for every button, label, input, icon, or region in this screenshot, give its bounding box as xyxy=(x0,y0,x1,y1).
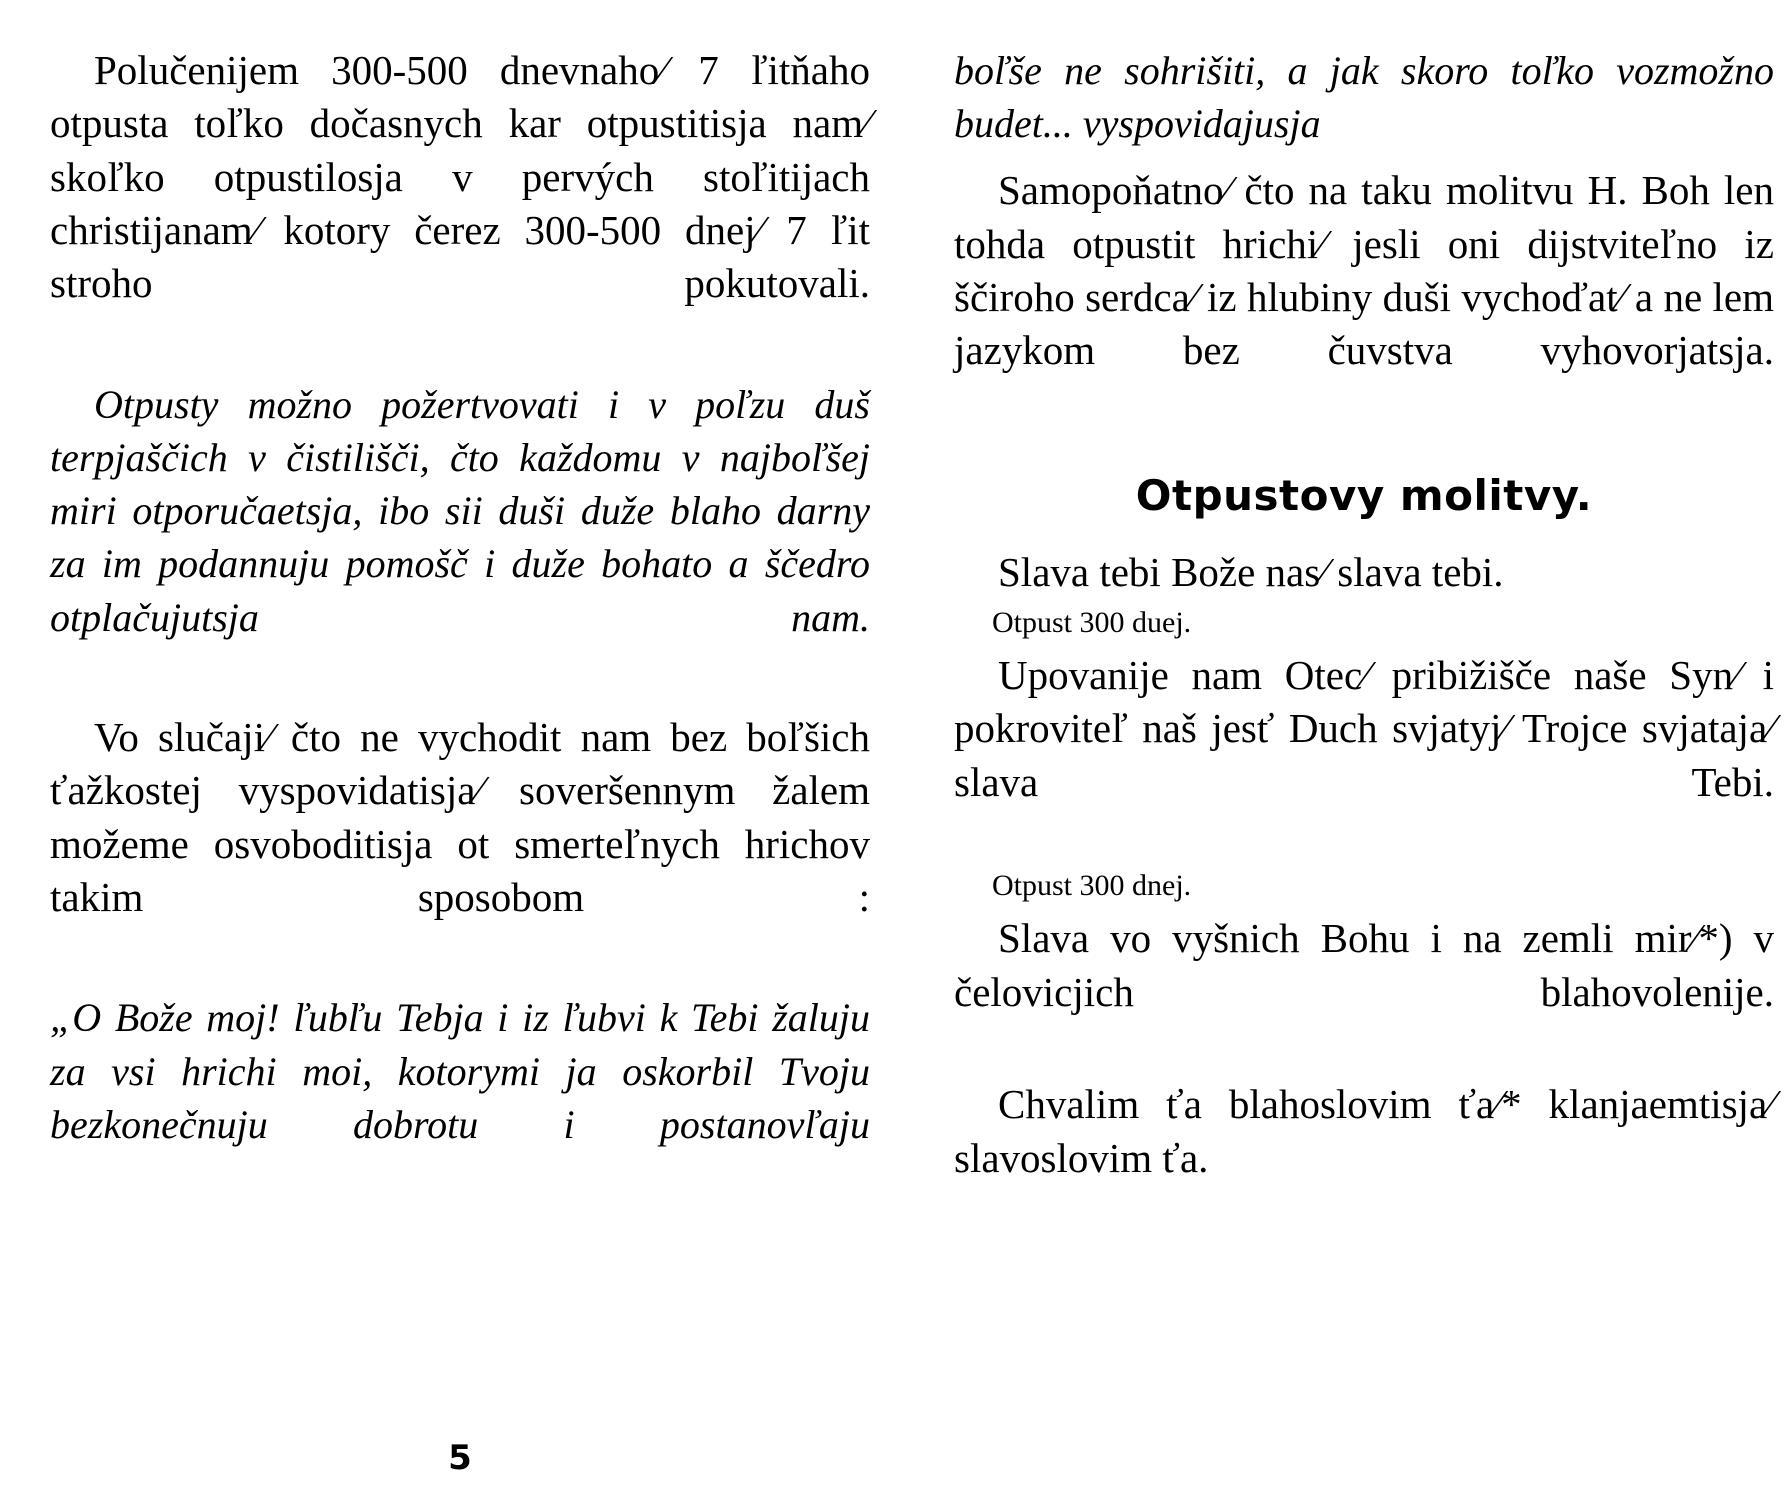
right-column xyxy=(948,44,1774,1191)
paragraph-6: Samopoňatno⁄ čto na taku molitvu H. Boh len tohda otpustit hrichi⁄ jesli oni dijstviteľno iz ščiroho serdca⁄ iz hlubiny duši vychoďat⁄ a ne lem jazykom bez čuvstva vyhovorjatsja. xyxy=(954,167,1774,374)
prayer-text-3: Slava vo vyšnich Bohu i na zemli mir⁄*) v čelovicjich blahovolenije. xyxy=(954,915,1774,1015)
prayer-text-1: Slava tebi Bože nas⁄ slava tebi. xyxy=(998,548,1504,595)
left-column xyxy=(40,44,870,1218)
paragraph-5: boľše ne sohrišiti, a jak skoro toľko vozmožno budet... vyspovidajusja xyxy=(954,48,1774,147)
paragraph-4: „O Bože moj! ľubľu Tebja i iz ľubvi k Tebi žaluju za vsi hrichi moi, kotorymi ja oskorbil Tvoju bezkonečnuju dobrotu i postanovľaju xyxy=(50,995,870,1147)
paragraph-1: Polučenijem 300-500 dnevnaho⁄ 7 ľitňaho otpusta toľko dočasnych kar otpustitisja nam⁄ skoľko otpustilosja v pervých stoľitijach christijanam⁄ kotory čerez 300-500 dnej⁄ 7 ľit stroho pokutovali. xyxy=(50,47,870,307)
section-heading: Otpustovy molitvy. xyxy=(1135,470,1593,520)
prayer-text-4: Chvalim ťa blahoslovim ťa⁄* klanjaemtisja⁄ slavoslovim ťa. xyxy=(954,1081,1774,1181)
indulgence-rubric-1: Otpust 300 duej. xyxy=(992,606,1192,640)
paragraph-3: Vo slučaji⁄ čto ne vychodit nam bez boľšich ťažkostej vyspovidatisja⁄ soveršennym žalem možeme osvoboditisja ot smerteľnych hrichov takim sposobom : xyxy=(50,713,870,920)
two-column-layout xyxy=(40,44,1774,1218)
paragraph-2: Otpusty možno požertvovati i v poľzu duš terpjaščich v čistilišči, čto každomu v najboľšej miri otporučaetsja, ibo sii duši duže blaho darny za im podannuju pomošč i duže bohato a ščedro otplačujutsja nam. xyxy=(50,381,870,640)
page-number: 5 xyxy=(448,1438,472,1478)
indulgence-rubric-2: Otpust 300 dnej. xyxy=(992,869,1192,903)
prayer-text-2: Upovanije nam Otec⁄ pribižišče naše Syn⁄ i pokroviteľ naš jesť Duch svjatyj⁄ Trojce svjataja⁄ slava Tebi. xyxy=(954,652,1774,805)
